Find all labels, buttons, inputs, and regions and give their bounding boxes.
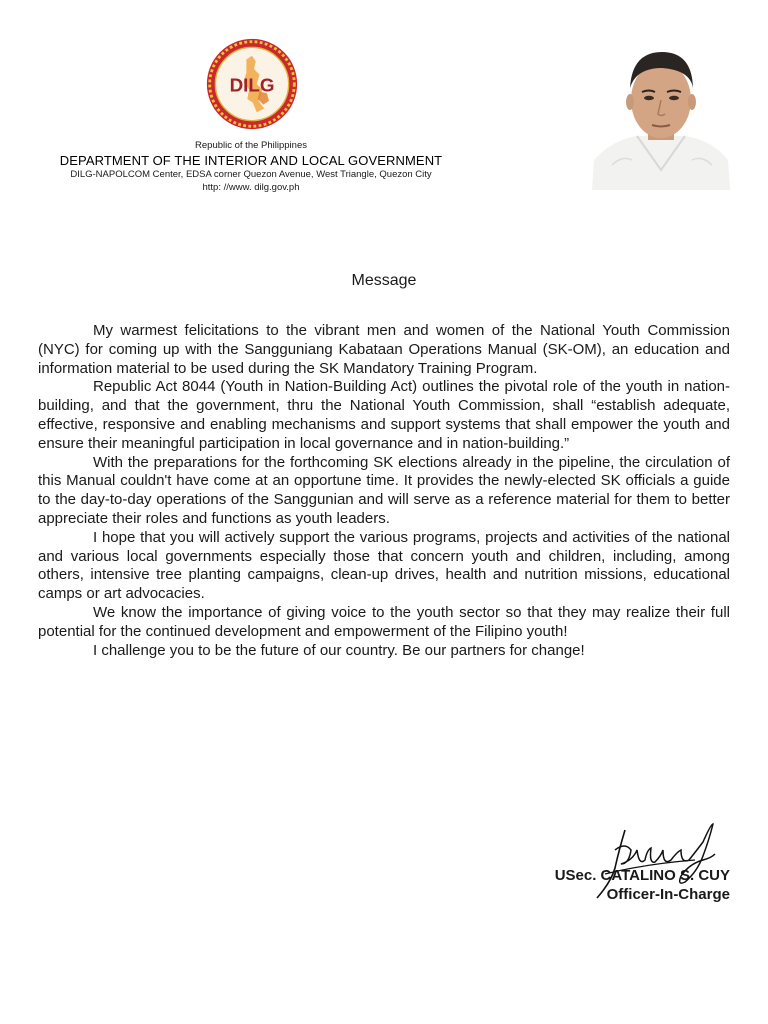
handwritten-signature — [585, 820, 725, 900]
letterhead — [40, 140, 462, 194]
svg-text:DILG: DILG — [229, 74, 275, 96]
paragraph: I hope that you will actively support the various programs, projects and activities of the national and various local governments especially those that concern youth and children, including, among others, intensive tree planting campaigns, clean-up drives, health and nutrition missions, educational camps or art advocacies. — [38, 528, 730, 603]
department-name: DEPARTMENT OF THE INTERIOR AND LOCAL GOVERNMENT — [59, 153, 443, 168]
dilg-seal-logo — [205, 37, 299, 131]
paragraph: We know the importance of giving voice to the youth sector so that they may realize their full potential for the continued development and empowerment of the Filipino youth! — [38, 603, 730, 640]
message-title: Message — [351, 272, 417, 289]
message-body — [38, 322, 730, 660]
paragraph: Republic Act 8044 (Youth in Nation-Building Act) outlines the pivotal role of the youth in nation-building, and that the government, thru the National Youth Commission, shall “establish adequate, effective, responsive and enabling mechanisms and support systems that shall empower the youth and ensure their meaningful participation in local governance and in nation-building.” — [38, 378, 730, 452]
address-line: DILG-NAPOLCOM Center, EDSA corner Quezon Avenue, West Triangle, Quezon City — [70, 169, 432, 180]
website-url: http: //www. dilg.gov.ph — [202, 181, 300, 193]
paragraph: With the preparations for the forthcoming SK elections already in the pipeline, the circulation of this Manual couldn't have come at an opportune time. It provides the newly-elected SK officials a guide to the day-to-day operations of the Sanggunian and will serve as a reference material for them to better appreciate their roles and functions as youth leaders. — [38, 453, 730, 527]
signatory-position: Officer-In-Charge — [606, 886, 730, 903]
signatory-name: USec. CATALINO S. CUY — [554, 867, 730, 884]
paragraph: My warmest felicitations to the vibrant men and women of the National Youth Commission (NYC) for coming up with the Sangguniang Kabataan Operations Manual (SK-OM), an education and information material to be used during the SK Mandatory Training Program. — [38, 322, 730, 377]
paragraph: I challenge you to be the future of our country. Be our partners for change! — [93, 641, 585, 659]
republic-line: Republic of the Philippines — [195, 140, 307, 151]
official-portrait-photo — [592, 40, 730, 190]
